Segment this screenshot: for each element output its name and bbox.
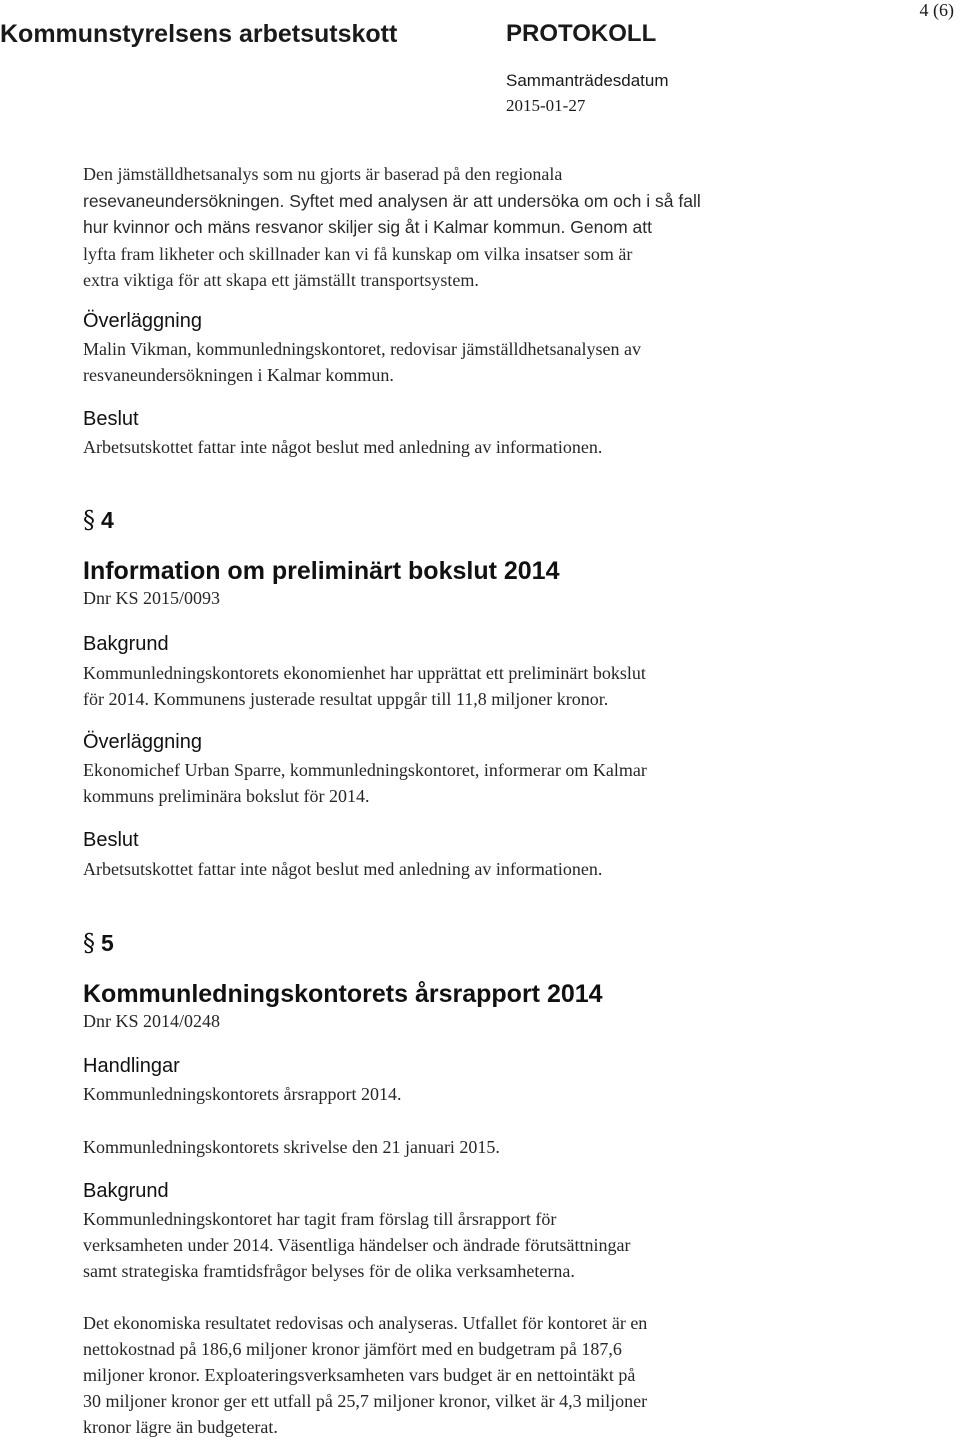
document-item: Kommunledningskontorets årsrapport 2014. xyxy=(83,1084,402,1104)
text-line: Kommunledningskontoret har tagit fram förslag till årsrapport för xyxy=(83,1209,557,1229)
decision-heading: Beslut xyxy=(83,408,139,430)
background-text xyxy=(83,1206,630,1284)
text-line: nettokostnad på 186,6 miljoner kronor jämfört med en budgetram på 187,6 xyxy=(83,1339,622,1359)
text-line: extra viktiga för att skapa ett jämställt transportsystem. xyxy=(83,270,479,290)
decision-heading: Beslut xyxy=(83,829,139,851)
text-line: resvaneundersökningen i Kalmar kommun. xyxy=(83,365,394,385)
background-heading: Bakgrund xyxy=(83,633,169,655)
background-text xyxy=(83,660,646,712)
meeting-date-label: Sammanträdesdatum xyxy=(506,71,669,90)
paragraph-sign: § xyxy=(83,506,95,534)
text-line: 30 miljoner kronor ger ett utfall på 25,7 miljoner kronor, vilket är 4,3 miljoner xyxy=(83,1391,648,1411)
deliberation-text xyxy=(83,757,647,809)
deliberation-text xyxy=(83,336,641,388)
decision-text: Arbetsutskottet fattar inte något beslut med anledning av informationen. xyxy=(83,437,603,457)
text-line: kommuns preliminära bokslut för 2014. xyxy=(83,786,370,806)
paragraph-sign: § xyxy=(83,929,95,957)
text-line: Det ekonomiska resultatet redovisas och analyseras. Utfallet för kontoret är en xyxy=(83,1313,648,1333)
text-line: lyfta fram likheter och skillnader kan vi få kunskap om vilka insatser som är xyxy=(83,243,633,264)
paragraph-number xyxy=(83,506,114,534)
text-line: verksamheten under 2014. Väsentliga händelser och ändrade förutsättningar xyxy=(83,1235,631,1255)
economy-text xyxy=(83,1310,647,1440)
committee-name: Kommunstyrelsens arbetsutskott xyxy=(0,20,398,48)
text-line: för 2014. Kommunens justerade resultat uppgår till 11,8 miljoner kronor. xyxy=(83,689,609,709)
text-line: kronor lägre än budgeterat. xyxy=(83,1417,278,1437)
text-line: Den jämställdhetsanalys som nu gjorts är baserad på den regionala xyxy=(83,164,563,184)
text-line: Malin Vikman, kommunledningskontoret, redovisar jämställdhetsanalysen av xyxy=(83,339,641,359)
paragraph-number xyxy=(83,929,114,957)
paragraph-number-value: 5 xyxy=(101,930,114,956)
text-line: resevaneundersökningen. Syftet med analysen är att undersöka om och i så fall xyxy=(83,190,701,211)
background-heading: Bakgrund xyxy=(83,1180,169,1202)
meeting-date: 2015-01-27 xyxy=(506,96,586,115)
document-type: PROTOKOLL xyxy=(506,20,657,47)
intro-paragraph xyxy=(83,161,701,294)
document-item: Kommunledningskontorets skrivelse den 21 januari 2015. xyxy=(83,1137,500,1157)
paragraph-number-value: 4 xyxy=(101,507,114,533)
documents-heading: Handlingar xyxy=(83,1055,180,1077)
case-number: Dnr KS 2014/0248 xyxy=(83,1011,221,1031)
deliberation-heading: Överläggning xyxy=(83,731,202,753)
text-line: miljoner kronor. Exploateringsverksamheten vars budget är en nettointäkt på xyxy=(83,1365,636,1385)
page-number: 4 (6) xyxy=(919,0,954,20)
decision-text: Arbetsutskottet fattar inte något beslut med anledning av informationen. xyxy=(83,859,603,879)
text-line: samt strategiska framtidsfrågor belyses för de olika verksamheterna. xyxy=(83,1261,575,1281)
text-line: Kommunledningskontorets ekonomienhet har upprättat ett preliminärt bokslut xyxy=(83,663,646,683)
deliberation-heading: Överläggning xyxy=(83,310,202,332)
case-number: Dnr KS 2015/0093 xyxy=(83,588,221,608)
section-title: Information om preliminärt bokslut 2014 xyxy=(83,557,560,585)
text-line: Ekonomichef Urban Sparre, kommunledningskontoret, informerar om Kalmar xyxy=(83,760,647,780)
text-line: hur kvinnor och mäns resvanor skiljer sig åt i Kalmar kommun. Genom att xyxy=(83,217,652,237)
section-title: Kommunledningskontorets årsrapport 2014 xyxy=(83,980,603,1008)
